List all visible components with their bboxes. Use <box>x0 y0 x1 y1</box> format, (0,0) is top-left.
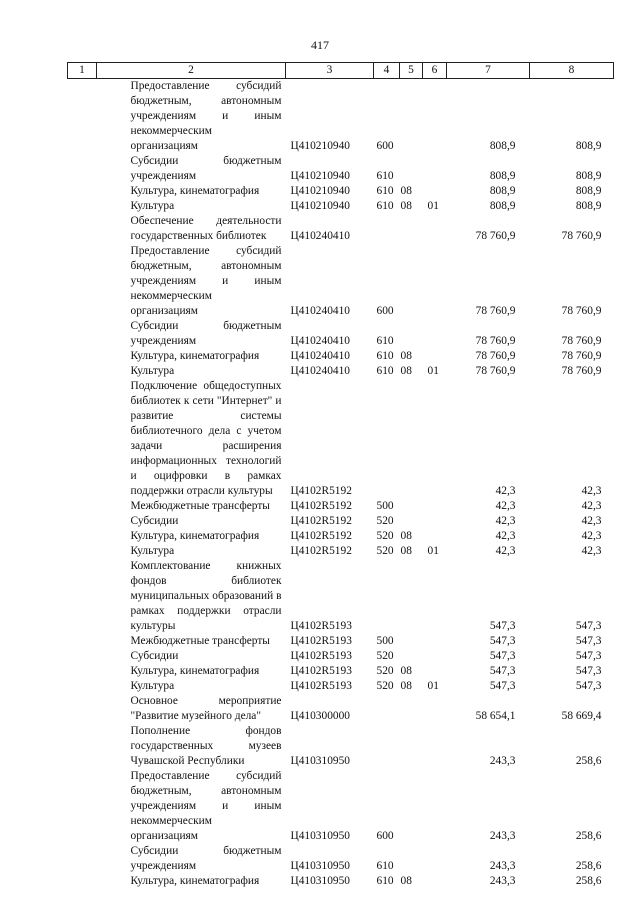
row-section <box>400 499 423 514</box>
table-row <box>68 79 614 155</box>
row-section <box>400 514 423 529</box>
row-empty-cell <box>68 769 97 844</box>
column-header-8: 8 <box>530 63 614 79</box>
row-subsection <box>423 184 447 199</box>
row-expense-type <box>374 559 400 634</box>
row-expense-type: 610 <box>376 335 394 347</box>
row-amount-8: 547,3 <box>575 680 602 692</box>
row-amount-8: 78 760,9 <box>561 365 602 377</box>
table-row <box>68 244 614 319</box>
row-name: Субсидии бюджетным учреждениям <box>130 320 282 347</box>
row-expense-type: 520 <box>376 515 394 527</box>
row-target-code: Ц410210940 <box>290 185 350 197</box>
row-section: 08 <box>400 545 412 557</box>
row-amount-8: 58 669,4 <box>561 710 602 722</box>
table-row <box>68 514 614 529</box>
row-target-code: Ц410210940 <box>290 140 350 152</box>
column-header-3: 3 <box>286 63 374 79</box>
row-amount-7: 42,3 <box>495 515 516 527</box>
row-name: Культура, кинематография <box>130 185 260 197</box>
row-amount-7: 78 760,9 <box>475 350 516 362</box>
row-amount-7: 243,3 <box>489 830 516 842</box>
row-target-code: Ц4102R5192 <box>290 500 352 512</box>
column-header-5: 5 <box>400 63 423 79</box>
row-amount-7: 808,9 <box>489 140 516 152</box>
row-section <box>400 694 423 724</box>
row-name: Межбюджетные трансферты <box>130 500 270 512</box>
column-header-4: 4 <box>374 63 400 79</box>
row-section: 08 <box>400 875 412 887</box>
row-expense-type: 610 <box>376 365 394 377</box>
row-amount-7: 78 760,9 <box>475 305 516 317</box>
row-expense-type: 610 <box>376 875 394 887</box>
row-amount-7: 243,3 <box>489 860 516 872</box>
row-name: Межбюджетные трансферты <box>130 635 270 647</box>
row-empty-cell <box>68 79 97 155</box>
table-row <box>68 664 614 679</box>
row-amount-7: 58 654,1 <box>475 710 516 722</box>
row-amount-8: 258,6 <box>575 860 602 872</box>
table-row <box>68 649 614 664</box>
row-expense-type: 610 <box>376 200 394 212</box>
row-amount-8: 547,3 <box>575 650 602 662</box>
row-subsection <box>423 514 447 529</box>
row-section: 08 <box>400 365 412 377</box>
row-amount-8: 42,3 <box>581 530 602 542</box>
row-subsection <box>423 559 447 634</box>
row-subsection <box>423 349 447 364</box>
row-subsection <box>423 664 447 679</box>
table-row <box>68 154 614 184</box>
row-amount-7: 42,3 <box>495 500 516 512</box>
row-amount-8: 547,3 <box>575 635 602 647</box>
table-row <box>68 349 614 364</box>
row-section <box>400 154 423 184</box>
row-target-code: Ц4102R5193 <box>290 680 352 692</box>
row-section <box>400 79 423 155</box>
row-amount-7: 808,9 <box>489 170 516 182</box>
row-subsection <box>423 379 447 499</box>
row-section: 08 <box>400 200 412 212</box>
row-target-code: Ц410240410 <box>290 335 350 347</box>
row-target-code: Ц410310950 <box>290 875 350 887</box>
row-empty-cell <box>68 499 97 514</box>
row-name: Основное мероприятие "Развитие музейного дела" <box>130 695 282 722</box>
row-amount-7: 78 760,9 <box>475 365 516 377</box>
row-amount-8: 808,9 <box>575 170 602 182</box>
table-row <box>68 529 614 544</box>
row-expense-type: 500 <box>376 500 394 512</box>
row-name: Подключение общедоступных библиотек к сети "Интернет" и развитие системы библиотечного дела с учетом задачи расширения информационных технологий и оцифровки в рамках поддержки отрасли культуры <box>130 380 282 497</box>
table-body <box>68 79 614 890</box>
row-empty-cell <box>68 679 97 694</box>
row-name: Культура, кинематография <box>130 665 260 677</box>
row-amount-8: 547,3 <box>575 665 602 677</box>
row-target-code: Ц410240410 <box>290 350 350 362</box>
row-amount-8: 258,6 <box>575 830 602 842</box>
row-empty-cell <box>68 724 97 769</box>
row-subsection <box>423 499 447 514</box>
row-empty-cell <box>68 844 97 874</box>
row-expense-type: 520 <box>376 665 394 677</box>
column-header-2: 2 <box>97 63 286 79</box>
row-subsection <box>423 154 447 184</box>
row-amount-7: 547,3 <box>489 635 516 647</box>
row-target-code: Ц4102R5192 <box>290 530 352 542</box>
row-empty-cell <box>68 649 97 664</box>
table-row <box>68 499 614 514</box>
row-subsection <box>423 79 447 155</box>
row-section: 08 <box>400 530 412 542</box>
row-expense-type: 600 <box>376 140 394 152</box>
row-subsection <box>423 319 447 349</box>
row-subsection <box>423 769 447 844</box>
row-amount-8: 42,3 <box>581 545 602 557</box>
row-amount-7: 78 760,9 <box>475 335 516 347</box>
row-amount-8: 78 760,9 <box>561 230 602 242</box>
row-empty-cell <box>68 364 97 379</box>
table-row <box>68 769 614 844</box>
row-target-code: Ц4102R5192 <box>290 515 352 527</box>
row-empty-cell <box>68 634 97 649</box>
row-target-code: Ц410240410 <box>290 230 350 242</box>
table-row <box>68 184 614 199</box>
row-subsection <box>423 844 447 874</box>
row-amount-7: 547,3 <box>489 620 516 632</box>
row-empty-cell <box>68 184 97 199</box>
row-empty-cell <box>68 544 97 559</box>
row-name: Субсидии <box>130 515 179 527</box>
row-amount-8: 258,6 <box>575 755 602 767</box>
row-name: Культура, кинематография <box>130 350 260 362</box>
row-subsection <box>423 874 447 889</box>
row-section: 08 <box>400 665 412 677</box>
row-empty-cell <box>68 319 97 349</box>
row-expense-type: 520 <box>376 530 394 542</box>
table-row <box>68 199 614 214</box>
row-empty-cell <box>68 514 97 529</box>
table-row <box>68 679 614 694</box>
row-amount-8: 78 760,9 <box>561 350 602 362</box>
row-subsection <box>423 694 447 724</box>
row-target-code: Ц410210940 <box>290 200 350 212</box>
column-number-row <box>68 63 614 79</box>
row-amount-7: 547,3 <box>489 680 516 692</box>
row-amount-7: 808,9 <box>489 185 516 197</box>
row-amount-8: 42,3 <box>581 515 602 527</box>
row-section: 08 <box>400 350 412 362</box>
row-empty-cell <box>68 244 97 319</box>
row-subsection: 01 <box>427 365 439 377</box>
row-section <box>400 319 423 349</box>
table-row <box>68 844 614 874</box>
row-name: Культура, кинематография <box>130 530 260 542</box>
row-subsection <box>423 244 447 319</box>
column-header-7: 7 <box>447 63 530 79</box>
row-amount-8: 42,3 <box>581 500 602 512</box>
row-expense-type <box>374 724 400 769</box>
row-section <box>400 844 423 874</box>
row-section <box>400 769 423 844</box>
row-amount-7: 243,3 <box>489 875 516 887</box>
row-amount-7: 42,3 <box>495 485 516 497</box>
row-section <box>400 559 423 634</box>
row-name: Культура <box>130 365 175 377</box>
row-empty-cell <box>68 214 97 244</box>
row-section <box>400 214 423 244</box>
row-amount-7: 42,3 <box>495 545 516 557</box>
row-empty-cell <box>68 529 97 544</box>
row-subsection: 01 <box>427 200 439 212</box>
row-subsection <box>423 724 447 769</box>
row-target-code: Ц4102R5193 <box>290 650 352 662</box>
row-section: 08 <box>400 680 412 692</box>
row-name: Культура <box>130 545 175 557</box>
row-empty-cell <box>68 664 97 679</box>
row-section <box>400 649 423 664</box>
page-number: 417 <box>311 38 329 52</box>
row-expense-type: 500 <box>376 635 394 647</box>
row-target-code: Ц4102R5192 <box>290 545 352 557</box>
row-section: 08 <box>400 185 412 197</box>
row-amount-7: 78 760,9 <box>475 230 516 242</box>
row-amount-8: 808,9 <box>575 185 602 197</box>
table-row <box>68 634 614 649</box>
row-expense-type <box>374 694 400 724</box>
row-name: Культура <box>130 200 175 212</box>
row-empty-cell <box>68 379 97 499</box>
table-row <box>68 319 614 349</box>
row-amount-7: 547,3 <box>489 665 516 677</box>
row-section <box>400 634 423 649</box>
row-section <box>400 244 423 319</box>
row-target-code: Ц4102R5193 <box>290 635 352 647</box>
table-row <box>68 874 614 889</box>
row-amount-7: 243,3 <box>489 755 516 767</box>
table-row <box>68 559 614 634</box>
row-target-code: Ц410210940 <box>290 170 350 182</box>
row-name: Пополнение фондов государственных музеев Чувашской Республики <box>130 725 282 767</box>
row-name: Комплектование книжных фондов библиотек муниципальных образований в рамках поддержки отрасли культуры <box>130 560 282 632</box>
row-expense-type: 610 <box>376 170 394 182</box>
row-empty-cell <box>68 559 97 634</box>
table-row <box>68 694 614 724</box>
row-section <box>400 724 423 769</box>
row-amount-7: 42,3 <box>495 530 516 542</box>
row-empty-cell <box>68 874 97 889</box>
column-header-1: 1 <box>68 63 97 79</box>
row-expense-type: 610 <box>376 350 394 362</box>
row-subsection <box>423 214 447 244</box>
row-empty-cell <box>68 349 97 364</box>
row-name: Предоставление субсидий бюджетным, автономным учреждениям и иным некоммерческим организациям <box>130 770 282 842</box>
row-amount-8: 808,9 <box>575 140 602 152</box>
row-subsection <box>423 529 447 544</box>
table-header <box>68 63 614 79</box>
row-empty-cell <box>68 199 97 214</box>
row-amount-8: 547,3 <box>575 620 602 632</box>
row-subsection: 01 <box>427 680 439 692</box>
row-target-code: Ц410240410 <box>290 365 350 377</box>
table-row <box>68 379 614 499</box>
row-target-code: Ц4102R5193 <box>290 620 352 632</box>
row-amount-8: 258,6 <box>575 875 602 887</box>
table-row <box>68 364 614 379</box>
row-target-code: Ц4102R5193 <box>290 665 352 677</box>
table-row <box>68 544 614 559</box>
row-target-code: Ц410310950 <box>290 830 350 842</box>
row-name: Предоставление субсидий бюджетным, автономным учреждениям и иным некоммерческим организациям <box>130 245 282 317</box>
row-name: Предоставление субсидий бюджетным, автономным учреждениям и иным некоммерческим организациям <box>130 80 282 152</box>
row-name: Субсидии <box>130 650 179 662</box>
row-expense-type <box>374 379 400 499</box>
row-amount-8: 78 760,9 <box>561 335 602 347</box>
row-section <box>400 379 423 499</box>
row-empty-cell <box>68 154 97 184</box>
row-empty-cell <box>68 694 97 724</box>
row-expense-type: 520 <box>376 545 394 557</box>
row-expense-type: 520 <box>376 680 394 692</box>
row-name: Субсидии бюджетным учреждениям <box>130 155 282 182</box>
row-amount-8: 42,3 <box>581 485 602 497</box>
row-expense-type: 520 <box>376 650 394 662</box>
row-target-code: Ц410310950 <box>290 755 350 767</box>
row-target-code: Ц4102R5192 <box>290 485 352 497</box>
row-amount-8: 78 760,9 <box>561 305 602 317</box>
row-target-code: Ц410310950 <box>290 860 350 872</box>
table-row <box>68 214 614 244</box>
row-amount-7: 808,9 <box>489 200 516 212</box>
row-expense-type: 600 <box>376 830 394 842</box>
row-amount-8: 808,9 <box>575 200 602 212</box>
row-expense-type: 600 <box>376 305 394 317</box>
row-subsection <box>423 634 447 649</box>
row-expense-type <box>374 214 400 244</box>
row-subsection <box>423 649 447 664</box>
row-subsection: 01 <box>427 545 439 557</box>
row-name: Обеспечение деятельности государственных библиотек <box>130 215 282 242</box>
row-amount-7: 547,3 <box>489 650 516 662</box>
row-expense-type: 610 <box>376 185 394 197</box>
budget-table <box>67 62 614 889</box>
row-name: Субсидии бюджетным учреждениям <box>130 845 282 872</box>
row-target-code: Ц410240410 <box>290 305 350 317</box>
column-header-6: 6 <box>423 63 447 79</box>
row-name: Культура <box>130 680 175 692</box>
row-expense-type: 610 <box>376 860 394 872</box>
row-target-code: Ц410300000 <box>290 710 350 722</box>
table-row <box>68 724 614 769</box>
row-name: Культура, кинематография <box>130 875 260 887</box>
